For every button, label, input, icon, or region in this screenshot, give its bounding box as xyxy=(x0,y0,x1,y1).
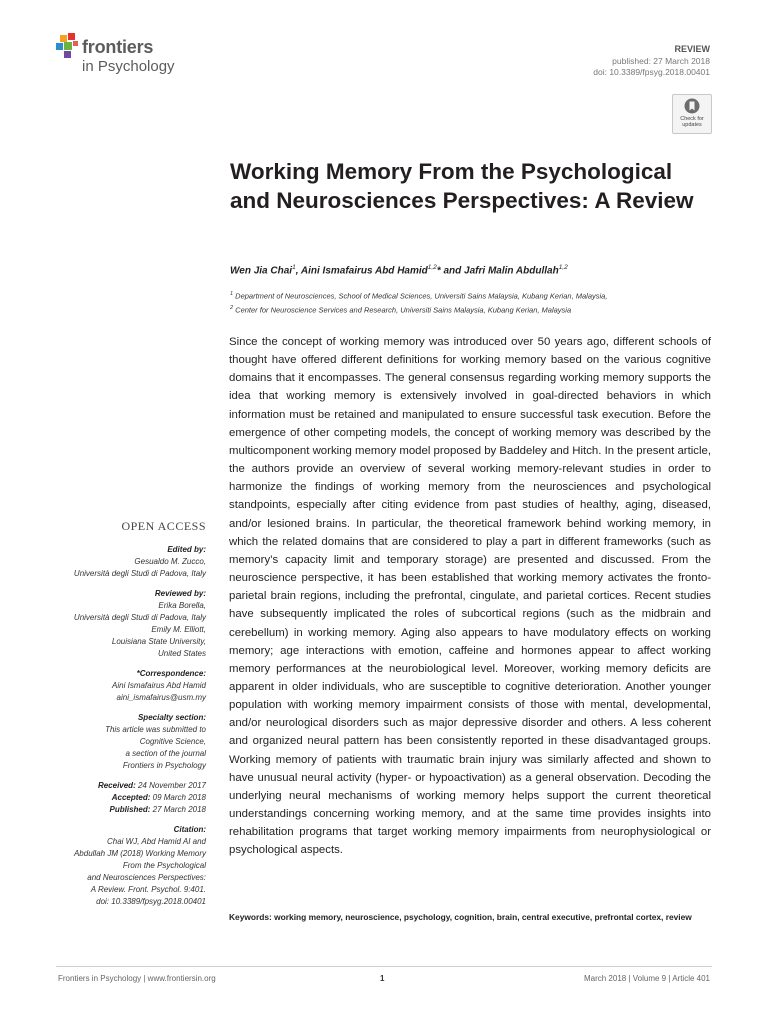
author-name[interactable]: Aini Ismafairus Abd Hamid xyxy=(300,265,428,277)
keywords-list: working memory, neuroscience, psychology, cognition, brain, central executive, prefrontal cortex, review xyxy=(271,912,692,922)
reviewer-line: Louisiana State University, xyxy=(111,637,206,646)
citation-doi[interactable]: doi: 10.3389/fpsyg.2018.00401 xyxy=(96,897,206,906)
author-affiliation-ref: 1 xyxy=(292,264,296,271)
editor-line[interactable]: Gesualdo M. Zucco, xyxy=(134,557,206,566)
affiliation-text: Department of Neurosciences, School of Medical Sciences, Universiti Sains Malaysia, Kubang Kerian, Malaysia, xyxy=(235,291,608,301)
reviewer-line[interactable]: Emily M. Elliott, xyxy=(151,625,206,634)
footer-journal-link[interactable]: Frontiers in Psychology | www.frontiersin.org xyxy=(58,974,216,983)
received-date xyxy=(40,780,206,792)
citation-line: From the Psychological xyxy=(122,861,206,870)
article-info-sidebar xyxy=(40,520,206,908)
affiliation xyxy=(230,305,710,315)
author-name[interactable]: Wen Jia Chai xyxy=(230,265,293,277)
author-list xyxy=(230,264,710,276)
reviewer-line[interactable]: Erika Borella, xyxy=(158,601,206,610)
specialty-line: This article was submitted to xyxy=(105,725,206,734)
received-label: Received: xyxy=(97,781,136,790)
keywords-label: Keywords: xyxy=(229,912,272,922)
abstract-text: Since the concept of working memory was introduced over 50 years ago, different schools of thought have offered different definitions for working memory based on the various cognitive domains that it encompasses. The general consensus regarding working memory supports the idea that working memory is extensively involved in goal-directed behaviors in which information must be retained and manipulated to ensure successful task execution. Before the emergence of other competing models, the concept of working memory was described by the multicomponent working memory model proposed by Baddeley and Hitch. In the present article, the authors provide an overview of several working memory-relevant studies in order to harmonize the findings of working memory from the neurosciences and psychological standpoints, especially after citing evidence from past studies of healthy, aging, diseased, and/or lesioned brains. In particular, the theoretical framework behind working memory, in which the related domains that are considered to play a part in different frameworks (such as memory’s capacity limit and temporary storage) are presented and discussed. From the neuroscience perspective, it has been established that working memory activates the fronto-parietal brain regions, including the prefrontal, cingulate, and parietal cortices. Recent studies have subsequently implicated the roles of subcortical regions (such as the midbrain and cerebellum) in working memory. Aging also appears to have modulatory effects on working memory; age interactions with emotion, caffeine and hormones appear to affect working memory performances at the neurobiological level. Moreover, working memory deficits are apparent in older individuals, who are susceptible to cognitive deterioration. Another younger population with working memory impairment consists of those with mental, developmental, and/or neurological disorders such as major depressive disorder and others. A less coherent and organized neural pattern has been consistently reported in these disadvantaged groups. Working memory of patients with traumatic brain injury was similarly affected and shown to have unusual neural activity (hyper- or hypoactivation) as a general observation. Decoding the underlying neural mechanisms of working memory helps support the current theoretical understandings concerning working memory, and at the same time provides insights into rehabilitation programs that target working memory impairments from neurophysiological or psychological aspects. xyxy=(229,336,711,857)
affiliation xyxy=(230,291,710,301)
corresponding-author-mark: * xyxy=(436,265,441,277)
accepted-label: Accepted: xyxy=(111,793,151,802)
reviewer-line: United States xyxy=(157,649,206,658)
check-for-updates-button[interactable] xyxy=(672,94,712,134)
open-access-label: OPEN ACCESS xyxy=(121,519,206,533)
journal-logo[interactable] xyxy=(56,33,206,83)
citation-line: and Neurosciences Perspectives: xyxy=(87,873,206,882)
author-affiliation-ref: 1,2 xyxy=(427,264,437,271)
correspondence-email[interactable]: aini_ismafairus@usm.my xyxy=(116,693,206,702)
received-value: 24 November 2017 xyxy=(135,781,206,790)
correspondence-label: *Correspondence: xyxy=(136,669,206,678)
author-affiliation-ref: 1,2 xyxy=(558,264,568,271)
published-label: Published: xyxy=(109,805,151,814)
logo-wordmark-journal: in Psychology xyxy=(82,58,175,75)
author-separator: , xyxy=(295,265,301,277)
reviewed-by-label: Reviewed by: xyxy=(154,589,206,598)
author-separator: and xyxy=(440,265,465,277)
published-value: 27 March 2018 xyxy=(150,805,206,814)
bookmark-icon xyxy=(684,98,700,114)
logo-wordmark-frontiers: frontiers xyxy=(82,37,154,57)
affiliation-number: 1 xyxy=(230,291,234,297)
published-date: published: 27 March 2018 xyxy=(612,56,710,66)
frontiers-logo-icon xyxy=(56,33,82,59)
doi-link[interactable]: doi: 10.3389/fpsyg.2018.00401 xyxy=(593,67,710,77)
citation-label: Citation: xyxy=(173,825,206,834)
keywords xyxy=(229,911,711,923)
article-title: Working Memory From the Psychological and Neurosciences Perspectives: A Review xyxy=(230,159,694,213)
footer-issue-info: March 2018 | Volume 9 | Article 401 xyxy=(583,974,710,983)
specialty-line: Cognitive Science, xyxy=(139,737,206,746)
author-name[interactable]: Jafri Malin Abdullah xyxy=(464,265,559,277)
article-type-label: REVIEW xyxy=(674,44,710,54)
correspondence-name: Aini Ismafairus Abd Hamid xyxy=(112,681,206,690)
specialty-line: a section of the journal xyxy=(125,749,206,758)
citation-line: Chai WJ, Abd Hamid AI and xyxy=(106,837,206,846)
published-date-sidebar xyxy=(40,804,206,816)
accepted-date xyxy=(40,792,206,804)
citation-line: Abdullah JM (2018) Working Memory xyxy=(73,849,206,858)
citation-line: A Review. Front. Psychol. 9:401. xyxy=(90,885,206,894)
affiliation-number: 2 xyxy=(230,305,234,311)
footer-divider xyxy=(56,966,712,967)
accepted-value: 09 March 2018 xyxy=(150,793,206,802)
specialty-line: Frontiers in Psychology xyxy=(122,761,206,770)
editor-line: Università degli Studi di Padova, Italy xyxy=(73,569,206,578)
affiliation-text: Center for Neuroscience Services and Research, Universiti Sains Malaysia, Kubang Kerian, Malaysia xyxy=(235,305,572,315)
edited-by-label: Edited by: xyxy=(167,545,206,554)
specialty-section-label: Specialty section: xyxy=(137,713,206,722)
check-for-updates-label: Check for updates xyxy=(680,116,704,128)
page-number: 1 xyxy=(380,974,385,983)
reviewer-line: Università degli Studi di Padova, Italy xyxy=(73,613,206,622)
